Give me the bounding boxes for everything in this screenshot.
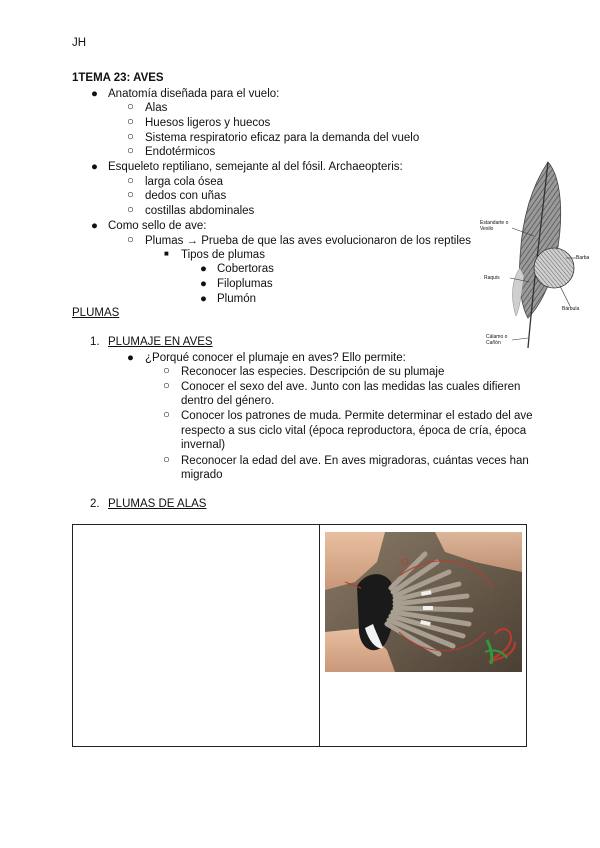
point-line: dentro del género.	[181, 395, 275, 407]
table-divider	[319, 525, 320, 746]
bullet-square: ■	[164, 249, 169, 258]
outline-item: Plumas → Prueba de que las aves evolucionaron de los reptiles	[145, 235, 472, 247]
numbered-intro: ¿Porqué conocer el plumaje en aves? Ello permite:	[145, 352, 406, 364]
point-line: Conocer los patrones de muda. Permite determinar el estado del ave	[181, 410, 533, 422]
bird-wing-icon	[325, 532, 522, 672]
bullet-disc: ●	[91, 161, 98, 173]
bullet-circle: ○	[163, 365, 170, 377]
feather-icon	[472, 158, 584, 363]
bullet-disc: ●	[200, 263, 207, 275]
bullet-circle: ○	[127, 204, 134, 216]
outline-item: Sistema respiratorio eficaz para la demanda del vuelo	[145, 132, 420, 144]
point-line: Conocer el sexo del ave. Junto con las medidas las cuales difieren	[181, 381, 521, 393]
bullet-circle: ○	[163, 454, 170, 466]
outline-item: Huesos ligeros y huecos	[145, 117, 271, 129]
section-plumas-heading: PLUMAS	[72, 307, 120, 319]
bullet-circle: ○	[127, 145, 134, 157]
numbered-index: 1.	[90, 336, 100, 348]
point-line: Reconocer las especies. Descripción de su plumaje	[181, 366, 445, 378]
bullet-circle: ○	[127, 175, 134, 187]
bullet-circle: ○	[163, 380, 170, 392]
outline-item: Tipos de plumas	[181, 249, 265, 261]
point-line: invernal)	[181, 439, 226, 451]
point-line: Reconocer la edad del ave. En aves migradoras, cuántas veces han	[181, 455, 529, 467]
outline-item: Endotérmicos	[145, 146, 216, 158]
point-line: migrado	[181, 469, 223, 481]
outline-item: Cobertoras	[217, 263, 274, 275]
feather-diagram	[472, 158, 590, 363]
outline-item: dedos con uñas	[145, 190, 227, 202]
feather-label-estandarte: Estandarte o Vexilo	[480, 220, 509, 232]
bullet-circle: ○	[127, 101, 134, 113]
document-title: 1TEMA 23: AVES	[72, 72, 164, 84]
outline-item: costillas abdominales	[145, 205, 255, 217]
bullet-disc: ●	[127, 352, 134, 364]
bullet-circle: ○	[127, 116, 134, 128]
point-line: respecto a sus ciclo vital (época reproductora, época de cría, época	[181, 425, 527, 437]
bullet-disc: ●	[200, 278, 207, 290]
outline-item: Esqueleto reptiliano, semejante al del fósil. Archaeopteris:	[108, 161, 403, 173]
feather-label-barbula: Bárbula	[562, 306, 580, 312]
outline-item: Filoplumas	[217, 278, 273, 290]
outline-item: Como sello de ave:	[108, 220, 207, 232]
header-initials: JH	[72, 37, 87, 49]
feather-label-raquis: Raquis	[484, 275, 500, 281]
bullet-circle: ○	[127, 131, 134, 143]
feather-label-barba: Barba	[576, 255, 590, 261]
bullet-disc: ●	[200, 293, 207, 305]
outline-item: Plumón	[217, 293, 256, 305]
outline-item: larga cola ósea	[145, 176, 223, 188]
outline-item: Anatomía diseñada para el vuelo:	[108, 88, 280, 100]
bullet-disc: ●	[91, 88, 98, 100]
outline-item: Alas	[145, 102, 168, 114]
wing-photo	[325, 532, 522, 672]
bullet-circle: ○	[127, 189, 134, 201]
bullet-disc: ●	[91, 220, 98, 232]
bullet-circle: ○	[163, 409, 170, 421]
numbered-heading: PLUMAS DE ALAS	[108, 498, 207, 510]
feather-label-calamo: Cálamo o Cañón	[486, 334, 508, 346]
numbered-heading: PLUMAJE EN AVES	[108, 336, 213, 348]
bullet-circle: ○	[127, 234, 134, 246]
numbered-index: 2.	[90, 498, 100, 510]
